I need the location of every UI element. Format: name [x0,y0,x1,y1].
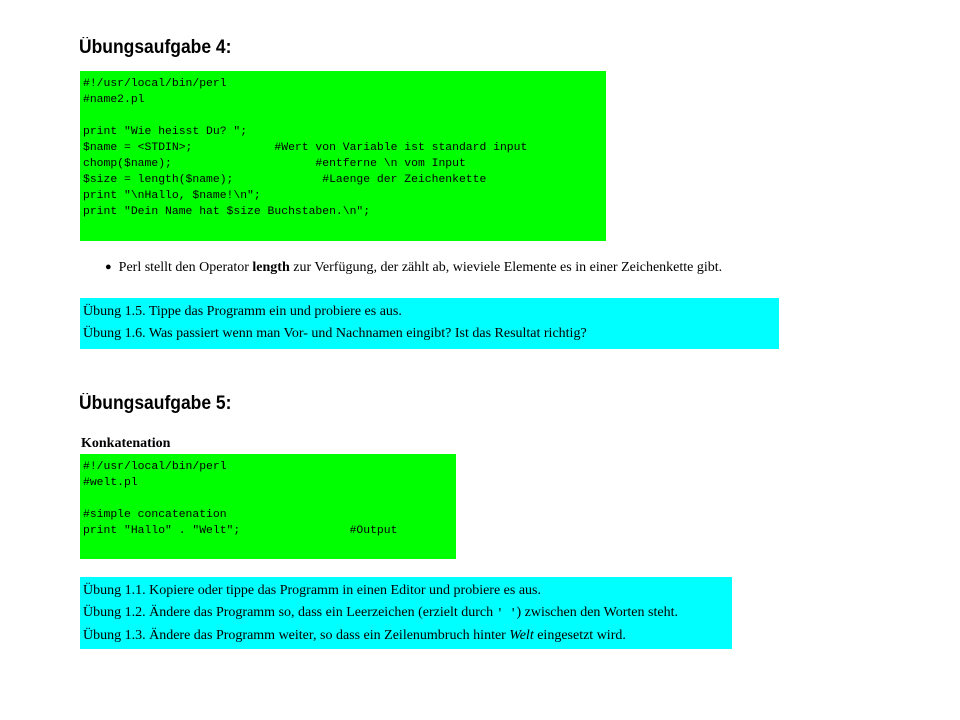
code-line: $size = length($name); #Laenge der Zeichenkette [83,174,487,186]
code-line: #name2.pl [83,94,145,106]
exercise-1-3-after: eingesetzt wird. [533,628,626,643]
exercise-1-5: Übung 1.5. Tippe das Programm ein und probiere es aus. [83,304,402,319]
code-line [83,108,603,124]
perl-code-block-welt [80,454,456,559]
exercise-1-2-before: Übung 1.2. Ändere das Programm so, dass ein Leerzeichen (erzielt durch [83,605,497,620]
code-line: #simple concatenation [83,509,227,521]
bullet-text-after: zur Verfügung, der zählt ab, wieviele Elemente es in einer Zeichenkette gibt. [289,260,723,275]
code-line: #welt.pl [83,477,138,489]
perl-code-block-name2 [80,71,606,241]
code-line: print "Hallo" . "Welt"; #Output [83,525,398,537]
exercise-1-2 [83,602,729,625]
exercise-1-3-before: Übung 1.3. Ändere das Programm weiter, so dass ein Zeilenumbruch hinter [83,628,510,643]
space-code-snippet: ' ' [496,608,517,620]
bullet-text-before: Perl stellt den Operator [118,260,253,275]
code-line: print "Dein Name hat $size Buchstaben.\n"; [83,206,371,218]
section-5-heading: Übungsaufgabe 5: [79,393,232,414]
bullet-dot-icon: ● [105,261,112,273]
code-line: $name = <STDIN>; #Wert von Variable ist standard input [83,142,528,154]
exercise-1-2-after: ) zwischen den Worten steht. [516,605,678,620]
code-line: #!/usr/local/bin/perl [83,461,227,473]
section-4-heading: Übungsaufgabe 4: [79,37,232,58]
code-line: print "Wie heisst Du? "; [83,126,248,138]
length-operator-bullet [105,260,722,276]
konkatenation-subtitle: Konkatenation [81,436,171,451]
bullet-keyword: length [252,260,290,275]
exercise-1-3 [83,625,729,647]
code-line: #!/usr/local/bin/perl [83,78,227,90]
exercise-1-1: Übung 1.1. Kopiere oder tippe das Programm in einen Editor und probiere es aus. [83,583,542,598]
exercise-box-5 [80,577,732,649]
code-line: print "\nHallo, $name!\n"; [83,190,261,202]
code-line: chomp($name); #entferne \n vom Input [83,158,466,170]
exercise-box-4 [80,298,779,349]
code-line [83,491,453,507]
welt-emphasis: Welt [509,628,534,643]
exercise-1-6: Übung 1.6. Was passiert wenn man Vor- und Nachnamen eingibt? Ist das Resultat richtig? [83,326,587,341]
